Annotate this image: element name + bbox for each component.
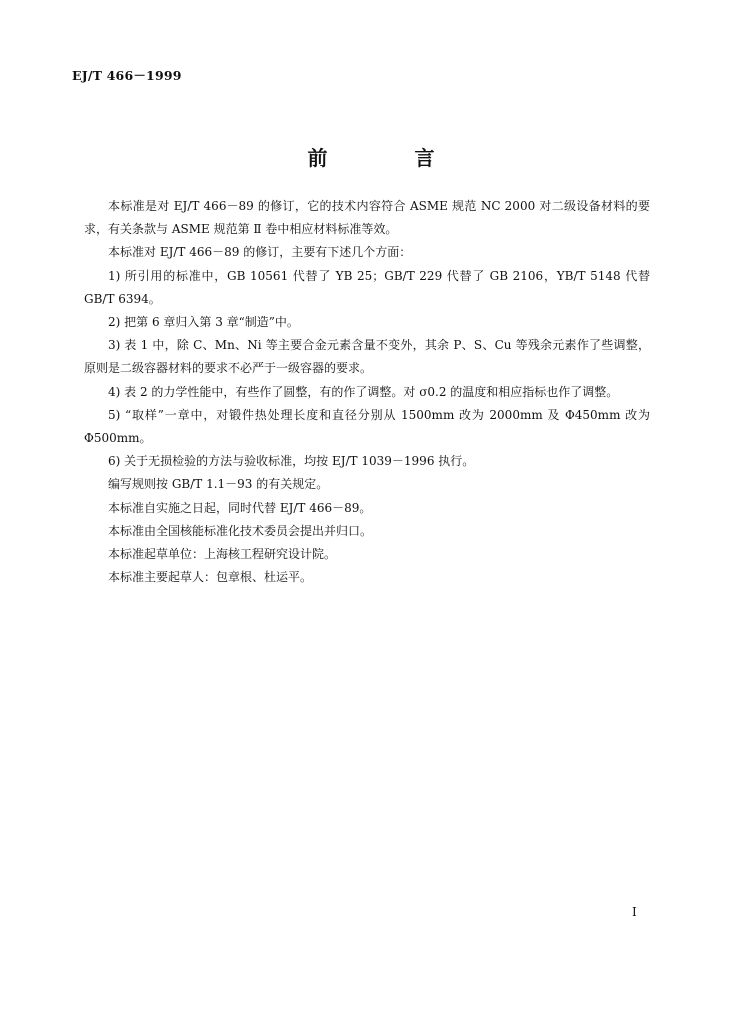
paragraph-item-2: 2) 把第 6 章归入第 3 章“制造”中。 [108,315,299,330]
paragraph-revision-summary: 本标准对 EJ/T 466－89 的修订，主要有下述几个方面： [108,245,412,260]
paragraph-intro: 本标准是对 EJ/T 466－89 的修订，它的技术内容符合 ASME 规范 NC 2000 对二级设备材料的要求，有关条款与 ASME 规范第 Ⅱ 卷中相应材料标准等效。 [84,199,650,237]
document-code: EJ/T 466－1999 [72,68,182,83]
paragraph-drafting-rules: 编写规则按 GB/T 1.1－93 的有关规定。 [108,477,329,492]
paragraph-item-5: 5) “取样”一章中，对锻件热处理长度和直径分别从 1500mm 改为 2000mm 及 Φ450mm 改为 Φ500mm。 [84,407,650,446]
paragraph-drafters: 本标准主要起草人：包章根、杜运平。 [108,570,313,585]
paragraph-item-3: 3) 表 1 中，除 C、Mn、Ni 等主要合金元素含量不变外，其余 P、S、Cu 等残余元素作了些调整，原则是二级容器材料的要求不必严于一级容器的要求。 [84,338,650,376]
paragraph-item-6: 6) 关于无损检验的方法与验收标准，均按 EJ/T 1039－1996 执行。 [108,454,475,469]
paragraph-item-1: 1) 所引用的标准中，GB 10561 代替了 YB 25；GB/T 229 代替了 GB 2106，YB/T 5148 代替 GB/T 6394。 [84,268,650,306]
paragraph-item-4: 4) 表 2 的力学性能中，有些作了圆整，有的作了调整。对 σ0.2 的温度和相应指标也作了调整。 [108,384,619,399]
paragraph-effective: 本标准自实施之日起，同时代替 EJ/T 466－89。 [108,500,372,515]
page-number: I [632,905,637,919]
preface-body [84,195,650,589]
paragraph-drafting-unit: 本标准起草单位：上海核工程研究设计院。 [108,547,337,562]
page-title: 前 言 [307,146,475,170]
paragraph-proposer: 本标准由全国核能标准化技术委员会提出并归口。 [108,523,373,538]
